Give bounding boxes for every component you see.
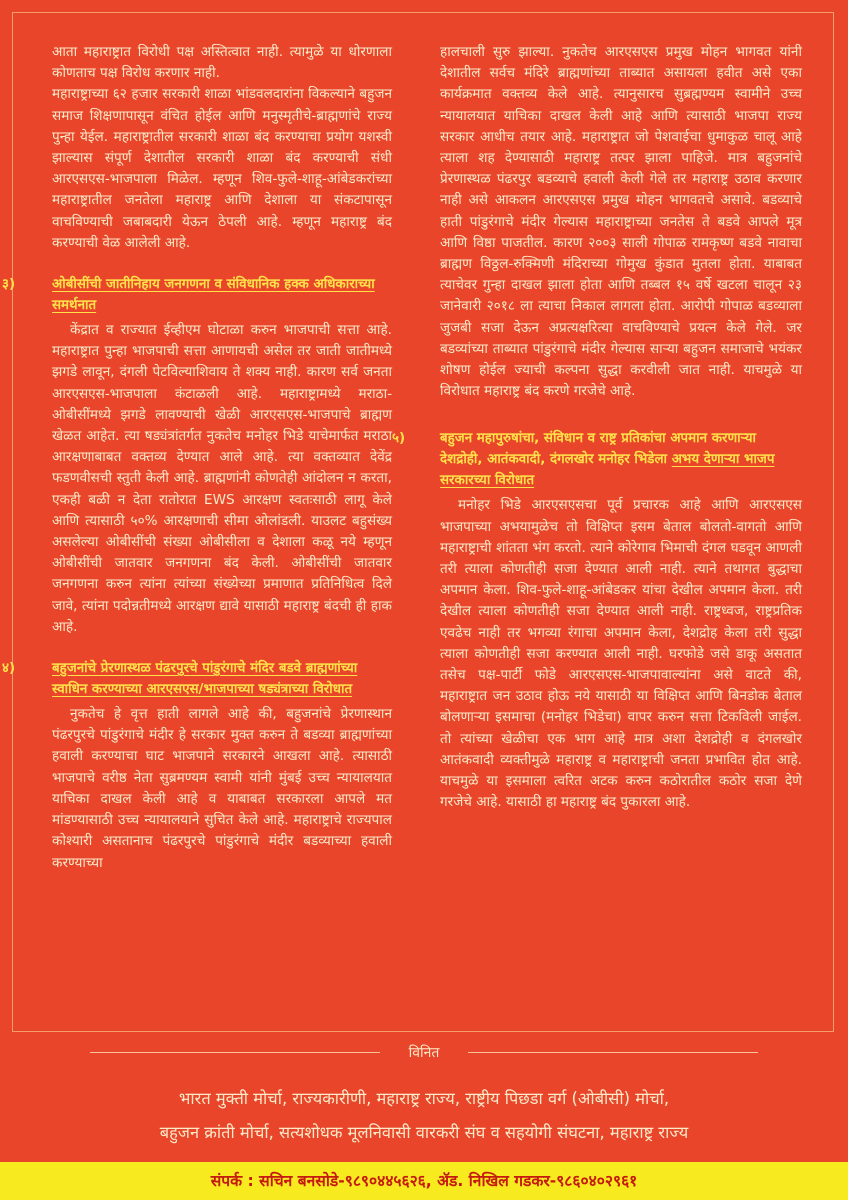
signoff-row (90, 1042, 758, 1064)
section-4-title: बहुजनांचे प्रेरणास्थळ पंढरपुरचे पांडुरंगाचे मंदिर बडवे ब्राह्मणांच्या स्वाधिन करण्याच्या आरएसएस/भाजपाच्या षड्यंत्राच्या विरोधात (52, 661, 358, 698)
right-column (392, 42, 802, 814)
section-4-body: नुकतेच हे वृत्त हाती लागले आहे की, बहुजनांचे प्रेरणास्थान पंढरपुरचे पांडुरंगाचे मंदीर हे सरकार मुक्त करुन ते बडव्या ब्राह्मणांच्या हवाली करण्याचा घाट भाजपाने सरकारने आखला आहे. त्यासाठी भाजपाचे वरीष्ठ नेता सुब्रमण्यम स्वामी यांनी मुंबई उच्च न्यायालयात याचिका दाखल केली आहे व याबाबत सरकारला आपले मत मांडण्यासाठी उच्च न्यायालयाने सुचित केले आहे. महाराष्ट्राचे राज्यपाल कोश्यारी असतानाच पंढरपुरचे पांडुरंगाचे मंदीर बडव्याच्या हवाली करण्याच्या (52, 706, 392, 871)
contact-bar: संपर्क : सचिन बनसोडे-९८९०४४५६२६, ॲड. निखिल गडकर-९८६०४०२९६१ (0, 1162, 848, 1200)
divider-line-right (468, 1052, 758, 1053)
section-5-number: ५) (392, 431, 406, 447)
vinit-label: विनित (408, 1045, 440, 1061)
organization-line-1: भारत मुक्ती मोर्चा, राज्यकारीणी, महाराष्ट्र राज्य, राष्ट्रीय पिछडा वर्ग (ओबीसी) मोर्चा, (178, 1089, 670, 1108)
section-5-body: मनोहर भिडे आरएसएसचा पूर्व प्रचारक आहे आणि आरएसएस भाजपाच्या अभयामुळेच तो विक्षिप्त इसम बेताल बोलतो-वागतो आणि महाराष्ट्राची शांतता भंग करतो. त्याने कोरेगाव भिमाची दंगल घडवून आणली तरी त्याला कोणतीही सजा देण्यात आली नाही. त्याने तथागत बुद्धाचा अपमान केला. शिव-फुले-शाहू-आंबेडकर यांचा देखील अपमान केला. तरी देखील त्याला कोणतीही सजा देण्यात आली नाही. राष्ट्रध्वज, राष्ट्रप्रतिक एवढेच नाही तर भगव्या रंगाचा अपमान केला, देशद्रोह केला तरी सुद्धा त्याला कोणतीही सजा करण्यात आली नाही. घरफोडे जसे डाकू असतात तसेच पक्ष-पार्टी फोडे आरएसएस-भाजपावाल्यांना असे वाटते की, महाराष्ट्रात जन उठाव होऊ नये यासाठी या विक्षिप्त आणि बिनडोक बेताल बोलणाऱ्या इसमाचा (मनोहर भिडेचा) वापर करुन सत्ता टिकविली जाईल. तो त्यांच्या खेळीचा एक भाग आहे मात्र अशा देशद्रोही व दंगलखोर आतंकवादी व्यक्तीमुळे महाराष्ट्र व महाराष्ट्राची जनता प्रभावित होत आहे. याचमुळे या इसमाला त्वरित अटक करुन कठोरातील कठोर सजा देणे गरजेचे आहे. यासाठी हा महाराष्ट्र बंद पुकारला आहे. (440, 497, 802, 811)
organization-line-2: बहुजन क्रांती मोर्चा, सत्यशोधक मूलनिवासी वारकरी संघ व सहयोगी संघटना, महाराष्ट्र राज्य (159, 1123, 689, 1142)
intro-paragraph-1: आता महाराष्ट्रात विरोधी पक्ष अस्तित्वात नाही. त्यामुळे या धोरणाला कोणताच पक्ष विरोध करणार नाही. (52, 44, 392, 82)
section-5-title: बहुजन महापुरुषांचा, संविधान व राष्ट्र प्रतिकांचा अपमान करणाऱ्या देशद्रोही, आतंकवादी, दंगलखोर मनोहर भिडेला (440, 431, 757, 468)
section-3-title: ओबीसींची जातीनिहाय जनगणना व संविधानिक हक्क अधिकाराच्या समर्थनात (52, 277, 375, 314)
section-5-title-underlined: अभय देणाऱ्या भाजप सरकारच्या विरोधात (440, 452, 775, 489)
organization-list (40, 1082, 808, 1150)
left-column (2, 42, 392, 874)
section-4-heading (2, 658, 392, 700)
section-3-number: ३) (2, 277, 16, 293)
section-4-number: ४) (2, 661, 16, 677)
intro-paragraph-2: महाराष्ट्राच्या ६२ हजार सरकारी शाळा भांडवलदारांना विकल्याने बहुजन समाज शिक्षणापासून वंचित होईल आणि मनुस्मृतीचे-ब्राह्मणांचे राज्य पुन्हा येईल. महाराष्ट्रातील सरकारी शाळा बंद करण्याचा प्रयोग यशस्वी झाल्यास संपूर्ण देशातील सरकारी शाळा बंद करण्याची संधी आरएसएस-भाजपाला मिळेल. म्हणून शिव-फुले-शाहू-आंबेडकरांच्या महाराष्ट्रातील जनतेला महाराष्ट्र आणि देशाला या संकटापासून वाचविण्याची जबाबदारी येऊन ठेपली आहे. म्हणून महाराष्ट्र बंद करण्याची वेळ आलेली आहे. (52, 86, 392, 251)
section-3-heading (2, 274, 392, 316)
section-5-heading (392, 428, 802, 491)
section-3-body: केंद्रात व राज्यात ईव्हीएम घोटाळा करुन भाजपाची सत्ता आहे. महाराष्ट्रात पुन्हा भाजपाची सत्ता आणायची असेल तर जाती जातीमध्ये झगडे लावून, दंगली पेटविल्याशिवाय ते शक्य नाही. कारण सर्व जनता आरएसएस-भाजपाला कंटाळली आहे. महाराष्ट्रामध्ये मराठा-ओबीसींमध्ये झगडे लावण्याची खेळी आरएसएस-भाजपाचे ब्राह्मण खेळत आहेत. त्या षड्यंत्रांतर्गत नुकतेच मनोहर भिडे याचेमार्फत मराठा आरक्षणाबाबत वक्तव्य देण्यात आले आहे. त्या वक्तव्यात देवेंद्र फडणवीसची स्तुती केली आहे. ब्राह्मणांनी कोणतेही आंदोलन न करता, एकही बळी न देता रातोरात EWS आरक्षण स्वतःसाठी लागू केले आणि त्यासाठी ५०% आरक्षणाची सीमा ओलांडली. याउलट बहुसंख्य असलेल्या ओबीसींची संख्या ओबीसीला व देशाला कळू नये म्हणून ओबीसींची जातवार जनगणना बंद केली. ओबीसींची जातवार जनगणना करुन त्यांना त्यांच्या संख्येच्या प्रमाणात प्रतिनिधित्व दिले जावे, त्यांना पदोन्नतीमध्ये आरक्षण द्यावे यासाठी महाराष्ट्र बंदची ही हाक आहे. (52, 322, 392, 635)
section-4-continuation: हालचाली सुरु झाल्या. नुकतेच आरएसएस प्रमुख मोहन भागवत यांनी देशातील सर्वच मंदिरे ब्राह्मणांच्या ताब्यात असायला हवीत असे एका कार्यक्रमात वक्तव्य केले आहे. त्यानुसारच सुब्रह्मण्यम स्वामीने उच्च न्यायालयात याचिका दाखल केली आहे आणि त्यासाठी भाजपा राज्य सरकार आधीच तयार आहे. महाराष्ट्रात जो पेशवाईचा धुमाकुळ चालू आहे त्याला शह देण्यासाठी महाराष्ट्र तत्पर झाला पाहिजे. मात्र बहुजनांचे प्रेरणास्थळ पंढरपुर बडव्याचे हवाली केली गेले तर महाराष्ट्र उठाव करणार नाही असे आकलन आरएसएस प्रमुख मोहन भागवतचे असावे. बडव्याचे हाती पांडुरंगाचे मंदीर गेल्यास महाराष्ट्राच्या जनतेस ते बडवे आपले मूत्र आणि विष्ठा पाजतील. कारण २००३ साली गोपाळ रामकृष्ण बडवे नावाचा ब्राह्मण विठ्ठल-रुक्मिणी मंदिराच्या गोमुख कुंडात मुतला होता. याबाबत त्याचेवर गुन्हा दाखल झाला होता आणि तब्बल १५ वर्षे खटला चालून २३ जानेवारी २०१८ ला त्याचा निकाल लागला होता. आरोपी गोपाळ बडव्याला जुजबी सजा देऊन अप्रत्यक्षरित्या वाचविण्याचे प्रयत्न केले गेले. जर बडव्यांच्या ताब्यात पांडुरंगाचे मंदीर गेल्यास साऱ्या बहुजन समाजाचे भयंकर शोषण होईल ज्याची कल्पना सुद्धा करवीली जात नाही. याचमुळे या विरोधात महाराष्ट्र बंद करणे गरजेचे आहे. (440, 44, 802, 400)
